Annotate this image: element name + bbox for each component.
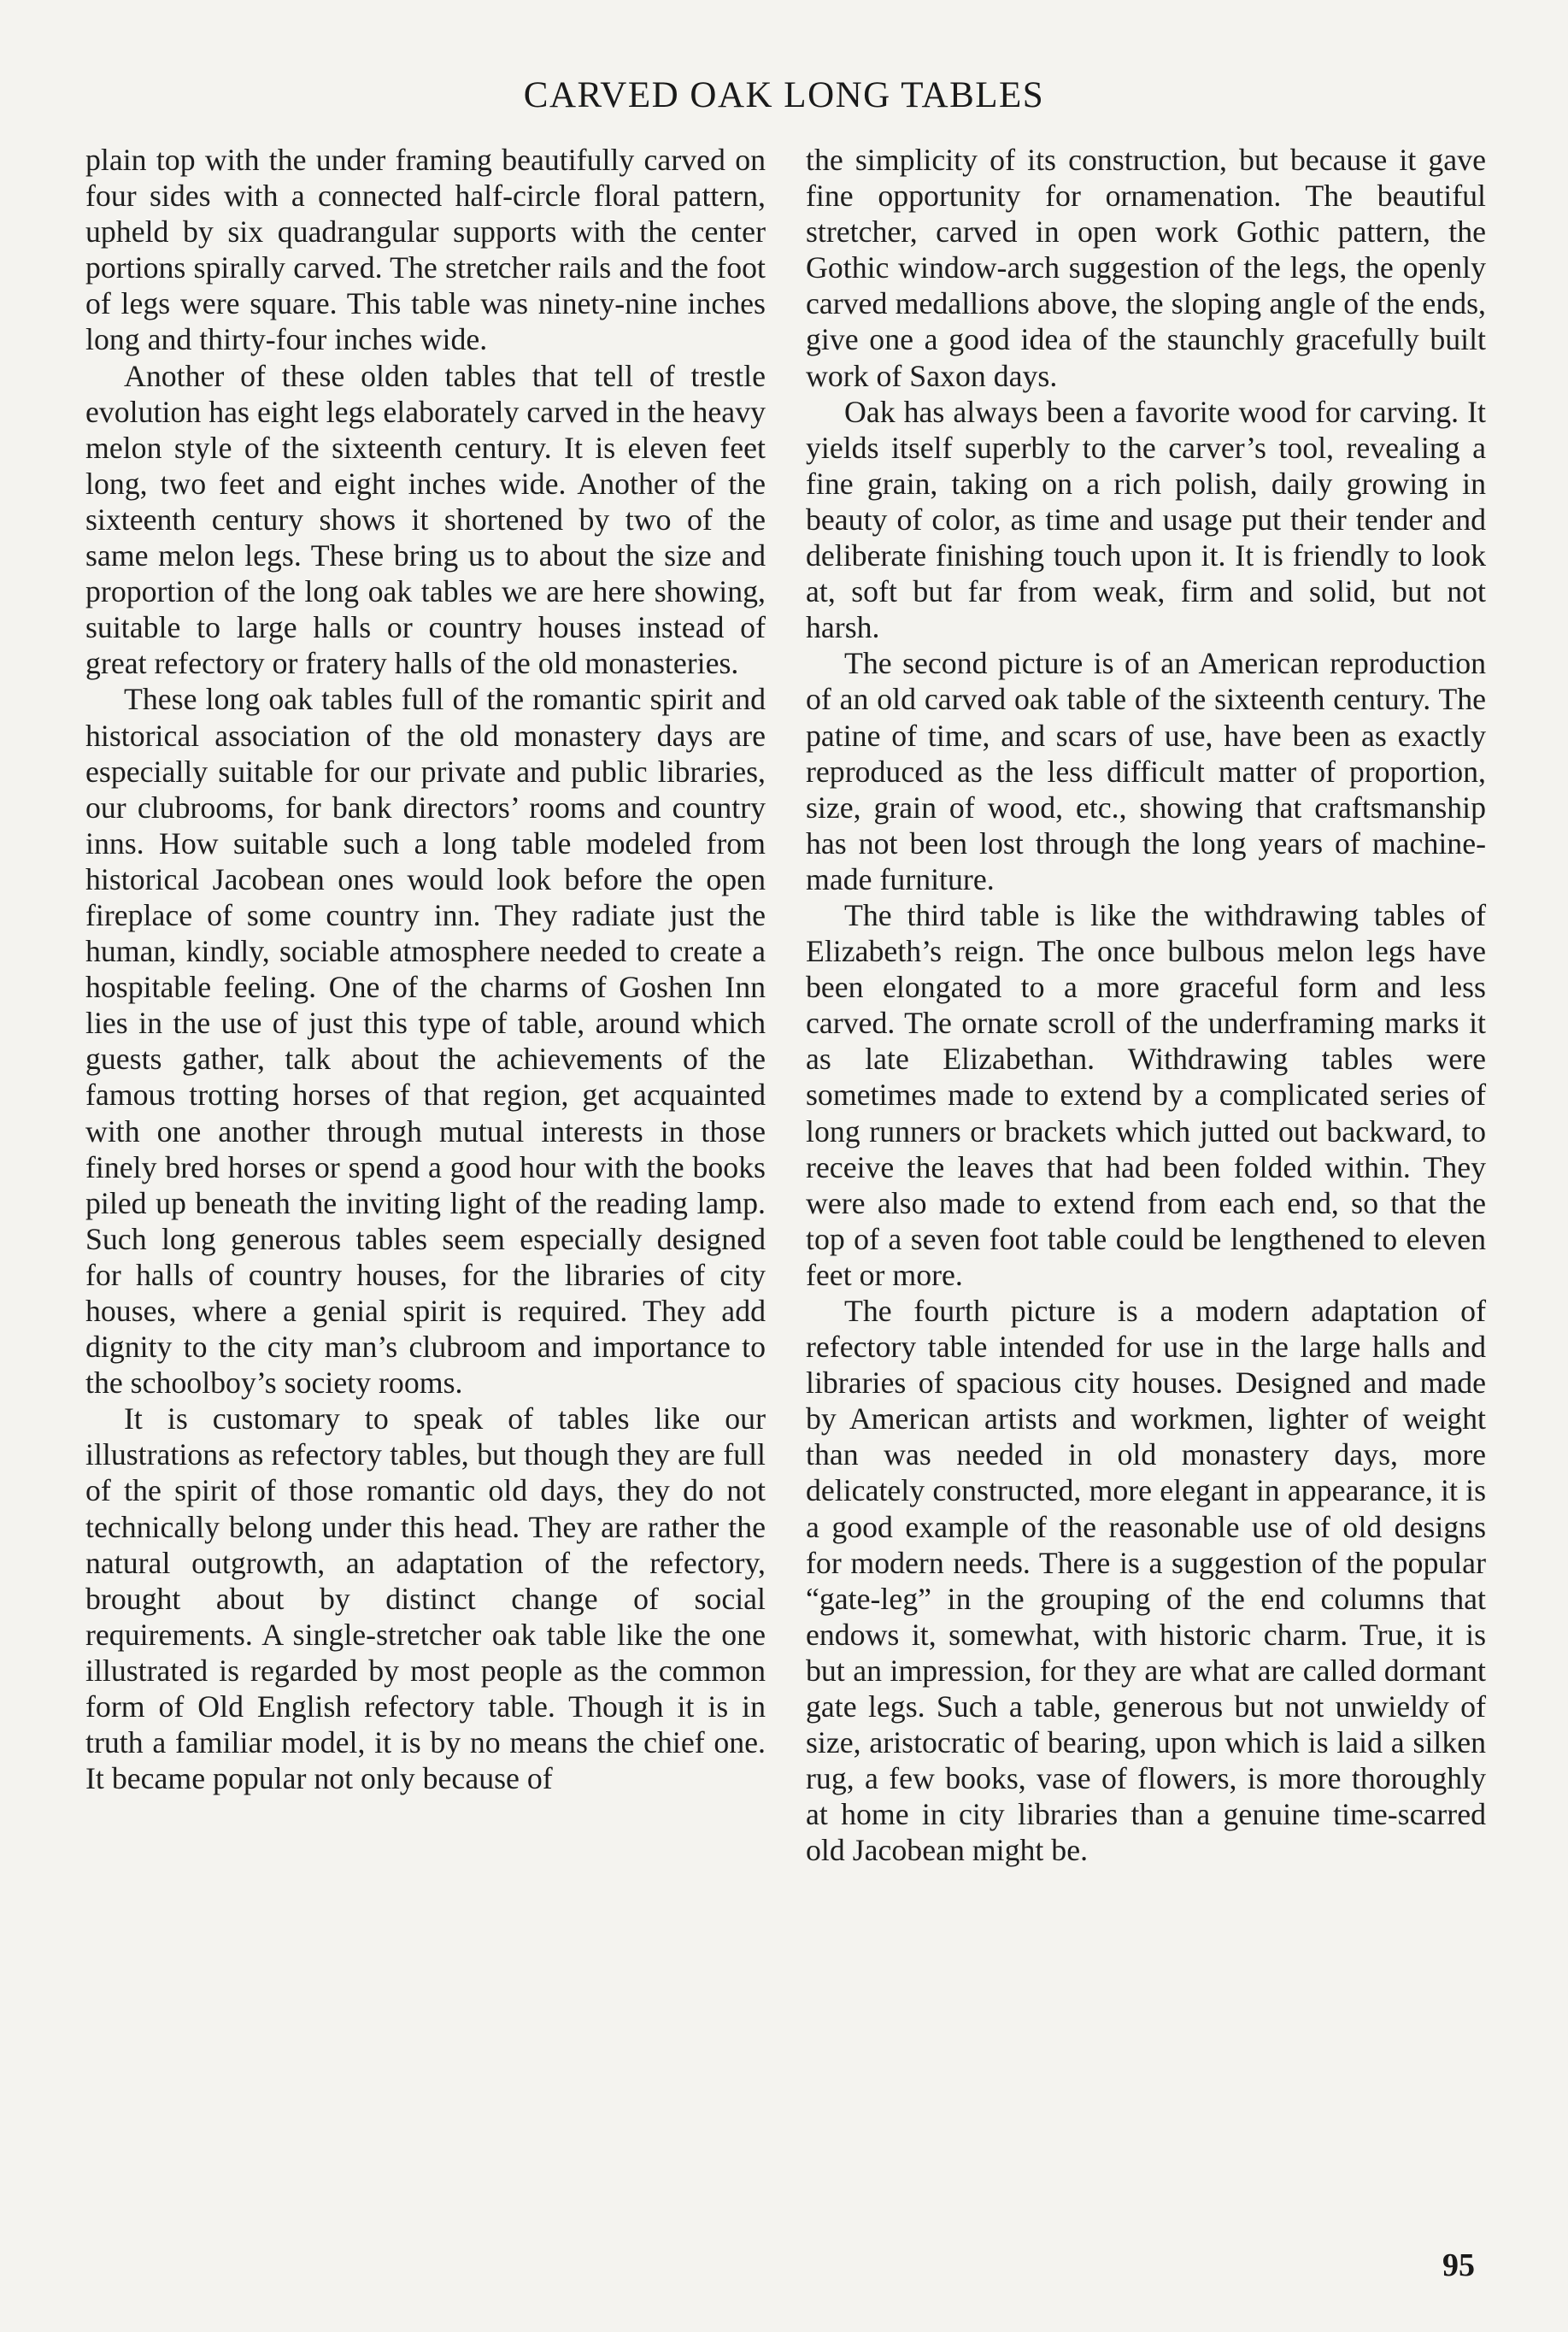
page-number: 95: [1442, 2247, 1475, 2283]
page-title: CARVED OAK LONG TABLES: [523, 74, 1045, 115]
paragraph: The second picture is of an American reproduction of an old carved oak table of the sixteenth century. The patine of time, and scars of use, have been as exactly reproduced as the less difficult matter of proportion, size, grain of wood, etc., showing that craftsmanship has not been lost through the long years of machine-made furniture.: [806, 646, 1486, 896]
paragraph: Another of these olden tables that tell of trestle evolution has eight legs elaborately carved in the heavy melon style of the sixteenth century. It is eleven feet long, two feet and eight inches wide. Another of the sixteenth century shows it shortened by two of the same melon legs. These bring us to about the size and proportion of the long oak tables we are here showing, suitable to large halls or country houses instead of great refectory or fratery halls of the old monasteries.: [85, 358, 766, 681]
paragraph: Oak has always been a favorite wood for carving. It yields itself superbly to the carver’s tool, revealing a fine grain, taking on a rich polish, daily growing in beauty of color, as time and usage put their tender and deliberate finishing touch upon it. It is friendly to look at, soft but far from weak, firm and solid, but not harsh.: [806, 394, 1486, 645]
left-text-column: [85, 142, 766, 1796]
paragraph: The third table is like the withdrawing tables of Elizabeth’s reign. The once bulbous melon legs have been elongated to a more graceful form and less carved. The ornate scroll of the underframing marks it as late Elizabethan. Withdrawing tables were sometimes made to extend by a complicated series of long runners or brackets which jutted out backward, to receive the leaves that had been folded within. They were also made to extend from each end, so that the top of a seven foot table could be lengthened to eleven feet or more.: [806, 897, 1486, 1292]
paragraph: the simplicity of its construction, but because it gave fine opportunity for ornamenation. The beautiful stretcher, carved in open work Gothic pattern, the Gothic window-arch suggestion of the legs, the openly carved medallions above, the sloping angle of the ends, give one a good idea of the staunchly gracefully built work of Saxon days.: [806, 143, 1486, 393]
paragraph: These long oak tables full of the romantic spirit and historical association of the old monastery days are especially suitable for our private and public libraries, our clubrooms, for bank directors’ rooms and country inns. How suitable such a long table modeled from historical Jacobean ones would look before the open fireplace of some country inn. They radiate just the human, kindly, sociable atmosphere needed to create a hospitable feeling. One of the charms of Goshen Inn lies in the use of just this type of table, around which guests gather, talk about the achievements of the famous trotting horses of that region, get acquainted with one another through mutual interests in those finely bred horses or spend a good hour with the books piled up beneath the inviting light of the reading lamp. Such long generous tables seem especially designed for halls of country houses, for the libraries of city houses, where a genial spirit is required. They add dignity to the city man’s clubroom and importance to the schoolboy’s society rooms.: [85, 682, 766, 1401]
paragraph: plain top with the under framing beautifully carved on four sides with a connected half-circle floral pattern, upheld by six quadrangular supports with the center portions spirally carved. The stretcher rails and the foot of legs were square. This table was ninety-nine inches long and thirty-four inches wide.: [85, 143, 766, 357]
paragraph: The fourth picture is a modern adaptation of refectory table intended for use in the large halls and libraries of spacious city houses. Designed and made by American artists and workmen, lighter of weight than was needed in old monastery days, more delicately constructed, more elegant in appearance, it is a good example of the reasonable use of old designs for modern needs. There is a suggestion of the popular “gate-leg” in the grouping of the end columns that endows it, somewhat, with historic charm. True, it is but an impression, for they are what are called dormant gate legs. Such a table, generous but not unwieldy of size, aristocratic of bearing, upon which is laid a silken rug, a few books, vase of flowers, is more thoroughly at home in city libraries than a genuine time-scarred old Jacobean might be.: [806, 1294, 1486, 1868]
paragraph: It is customary to speak of tables like our illustrations as refectory tables, but though they are full of the spirit of those romantic old days, they do not technically belong under this head. They are rather the natural outgrowth, an adaptation of the refectory, brought about by distinct change of social requirements. A single-stretcher oak table like the one illustrated is regarded by most people as the common form of Old English refectory table. Though it is in truth a familiar model, it is by no means the chief one. It became popular not only because of: [85, 1401, 766, 1796]
right-text-column: [806, 142, 1486, 1869]
